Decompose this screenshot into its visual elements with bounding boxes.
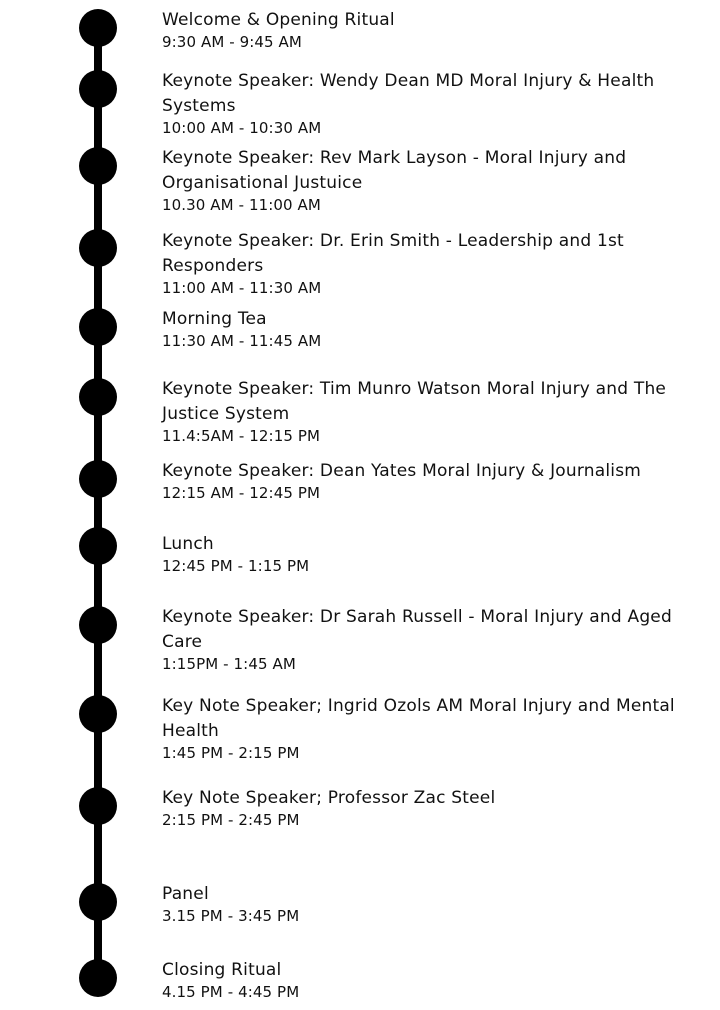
timeline-dot [79,229,117,267]
timeline-dot [79,606,117,644]
session-title: Key Note Speaker; Ingrid Ozols AM Moral Injury and Mental Health [162,696,675,741]
session-time: 11.4:5AM - 12:15 PM [162,427,321,445]
schedule-item [162,786,702,830]
session-time: 3.15 PM - 3:45 PM [162,907,300,925]
session-title: Welcome & Opening Ritual [162,10,395,30]
session-title: Key Note Speaker; Professor Zac Steel [162,788,496,808]
session-title: Morning Tea [162,309,267,329]
session-time: 10.30 AM - 11:00 AM [162,196,321,214]
session-title: Keynote Speaker: Tim Munro Watson Moral Injury and The Justice System [162,379,667,424]
timeline-dot [79,70,117,108]
session-time: 12:45 PM - 1:15 PM [162,557,310,575]
timeline-dot [79,695,117,733]
session-title: Keynote Speaker: Dean Yates Moral Injury & Journalism [162,461,642,481]
session-time: 12:15 AM - 12:45 PM [162,484,321,502]
timeline-dot [79,527,117,565]
schedule-item [162,8,702,52]
schedule-item [162,307,702,351]
schedule-item [162,377,702,446]
timeline-dot [79,883,117,921]
schedule-item [162,146,702,215]
session-title: Keynote Speaker: Dr. Erin Smith - Leadership and 1st Responders [162,231,624,276]
session-time: 9:30 AM - 9:45 AM [162,33,302,51]
timeline-dot [79,787,117,825]
schedule-item [162,882,702,926]
session-time: 2:15 PM - 2:45 PM [162,811,300,829]
schedule-item [162,69,702,138]
timeline-dot [79,147,117,185]
session-title: Panel [162,884,209,904]
schedule-item [162,694,702,763]
session-time: 4.15 PM - 4:45 PM [162,983,300,1001]
timeline-dot [79,9,117,47]
timeline-dot [79,460,117,498]
timeline-dot [79,959,117,997]
session-title: Lunch [162,534,214,554]
schedule-item [162,459,702,503]
schedule-item [162,229,702,298]
schedule-item [162,605,702,674]
timeline-dot [79,378,117,416]
timeline-dot [79,308,117,346]
session-title: Keynote Speaker: Wendy Dean MD Moral Injury & Health Systems [162,71,655,116]
schedule-item [162,958,702,1002]
session-time: 1:15PM - 1:45 AM [162,655,296,673]
schedule-item [162,532,702,576]
session-time: 1:45 PM - 2:15 PM [162,744,300,762]
session-time: 11:00 AM - 11:30 AM [162,279,322,297]
session-time: 10:00 AM - 10:30 AM [162,119,322,137]
session-time: 11:30 AM - 11:45 AM [162,332,322,350]
session-title: Keynote Speaker: Rev Mark Layson - Moral Injury and Organisational Justuice [162,148,627,193]
session-title: Closing Ritual [162,960,282,980]
session-title: Keynote Speaker: Dr Sarah Russell - Moral Injury and Aged Care [162,607,672,652]
